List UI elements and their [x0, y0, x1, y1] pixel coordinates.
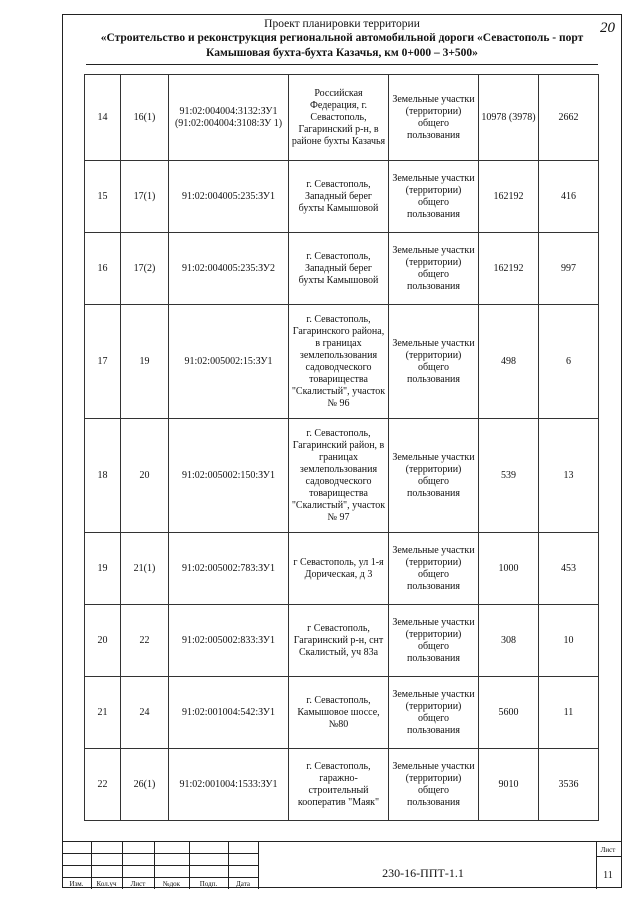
- cell-part: 416: [539, 161, 599, 233]
- cell-address: г. Севастополь, Западный берег бухты Камышовой: [289, 161, 389, 233]
- cell-address: г. Севастополь, Камышовое шоссе, №80: [289, 677, 389, 749]
- cell-num: 16(1): [121, 75, 169, 161]
- stamp-label-data: Дата: [236, 880, 250, 888]
- table-row: [85, 419, 599, 533]
- stamp-row-line: [62, 865, 258, 866]
- cell-num: 19: [121, 305, 169, 419]
- header-divider: [86, 64, 598, 65]
- cell-address: г. Севастополь, Западный берег бухты Камышовой: [289, 233, 389, 305]
- cell-num: 20: [121, 419, 169, 533]
- cell-n: 22: [85, 749, 121, 821]
- cell-part: 3536: [539, 749, 599, 821]
- header-title-line-2: Камышовая бухта-бухта Казачья, км 0+000 – 3+500»: [206, 47, 478, 59]
- cell-category: Земельные участки (территории) общего пользования: [389, 749, 479, 821]
- cell-cad: 91:02:001004:542:ЗУ1: [169, 677, 289, 749]
- document-header: [62, 16, 622, 60]
- cell-part: 6: [539, 305, 599, 419]
- table-row: [85, 677, 599, 749]
- cell-area: 10978 (3978): [479, 75, 539, 161]
- cell-category: Земельные участки (территории) общего пользования: [389, 677, 479, 749]
- table-row: [85, 161, 599, 233]
- cell-address: г. Севастополь, Гагаринский район, в границах землепользования садоводческого товарищества "Скалистый", участок № 97: [289, 419, 389, 533]
- cell-cad: 91:02:005002:833:ЗУ1: [169, 605, 289, 677]
- cell-part: 997: [539, 233, 599, 305]
- cell-category: Земельные участки (территории) общего пользования: [389, 75, 479, 161]
- cell-cad: 91:02:004005:235:ЗУ2: [169, 233, 289, 305]
- page-number: 20: [600, 20, 615, 36]
- stamp-label-izm: Изм.: [69, 880, 84, 888]
- stamp-row-line: [62, 877, 258, 878]
- cell-cad: 91:02:001004:1533:ЗУ1: [169, 749, 289, 821]
- stamp-divider: [258, 842, 259, 889]
- cell-category: Земельные участки (территории) общего пользования: [389, 305, 479, 419]
- cell-area: 539: [479, 419, 539, 533]
- stamp-row-line: [62, 853, 258, 854]
- cell-address: г Севастополь, ул 1-я Дорическая, д 3: [289, 533, 389, 605]
- cell-num: 22: [121, 605, 169, 677]
- cell-n: 17: [85, 305, 121, 419]
- cell-part: 13: [539, 419, 599, 533]
- cell-category: Земельные участки (территории) общего пользования: [389, 605, 479, 677]
- table-row: [85, 305, 599, 419]
- cell-n: 19: [85, 533, 121, 605]
- cell-address: г Севастополь, Гагаринский р-н, снт Скалистый, уч 83а: [289, 605, 389, 677]
- table-row: [85, 749, 599, 821]
- table-row: [85, 605, 599, 677]
- cell-n: 16: [85, 233, 121, 305]
- stamp-label-kol-uch: Кол.уч: [96, 880, 117, 888]
- cell-area: 5600: [479, 677, 539, 749]
- cell-address: Российская Федерация, г. Севастополь, Гагаринский р-н, в районе бухты Казачья: [289, 75, 389, 161]
- table-row: [85, 533, 599, 605]
- cell-area: 162192: [479, 233, 539, 305]
- cell-address: г. Севастополь, Гагаринского района, в границах землепользования садоводческого товарищества "Скалистый", участок № 96: [289, 305, 389, 419]
- sheet-label: Лист: [600, 846, 616, 854]
- cell-part: 2662: [539, 75, 599, 161]
- cell-part: 11: [539, 677, 599, 749]
- stamp-label-podp: Подп.: [199, 880, 218, 888]
- cell-cad: 91:02:005002:783:ЗУ1: [169, 533, 289, 605]
- cell-part: 453: [539, 533, 599, 605]
- cell-n: 21: [85, 677, 121, 749]
- stamp-label-ndok: №док: [162, 880, 181, 888]
- cell-category: Земельные участки (территории) общего пользования: [389, 233, 479, 305]
- table-row: [85, 75, 599, 161]
- cell-num: 17(2): [121, 233, 169, 305]
- stamp-row-line: [596, 856, 622, 857]
- cell-area: 1000: [479, 533, 539, 605]
- cell-cad: 91:02:004005:235:ЗУ1: [169, 161, 289, 233]
- cell-num: 17(1): [121, 161, 169, 233]
- sheet-number: 11: [603, 870, 613, 881]
- cell-area: 9010: [479, 749, 539, 821]
- cell-cad: 91:02:005002:150:ЗУ1: [169, 419, 289, 533]
- header-subtitle: Проект планировки территории: [264, 18, 420, 30]
- cell-category: Земельные участки (территории) общего пользования: [389, 419, 479, 533]
- cell-category: Земельные участки (территории) общего пользования: [389, 533, 479, 605]
- cell-cad: 91:02:005002:15:ЗУ1: [169, 305, 289, 419]
- cell-n: 20: [85, 605, 121, 677]
- cell-area: 162192: [479, 161, 539, 233]
- header-title-line-1: «Строительство и реконструкция региональной автомобильной дороги «Севастополь - порт: [100, 32, 584, 44]
- cell-num: 21(1): [121, 533, 169, 605]
- cell-category: Земельные участки (территории) общего пользования: [389, 161, 479, 233]
- table-body: [85, 75, 599, 821]
- cell-address: г. Севастополь, гаражно-строительный кооператив "Маяк": [289, 749, 389, 821]
- cell-n: 18: [85, 419, 121, 533]
- document-code: 230-16-ППТ-1.1: [382, 866, 464, 880]
- cell-part: 10: [539, 605, 599, 677]
- cell-num: 24: [121, 677, 169, 749]
- table-row: [85, 233, 599, 305]
- cell-n: 14: [85, 75, 121, 161]
- cell-num: 26(1): [121, 749, 169, 821]
- stamp-label-list: Лист: [130, 880, 146, 888]
- cell-n: 15: [85, 161, 121, 233]
- title-block: [62, 841, 622, 889]
- cell-cad: 91:02:004004:3132:ЗУ1 (91:02:004004:3108:ЗУ 1): [169, 75, 289, 161]
- cell-area: 498: [479, 305, 539, 419]
- land-plots-table: [84, 74, 599, 821]
- cell-area: 308: [479, 605, 539, 677]
